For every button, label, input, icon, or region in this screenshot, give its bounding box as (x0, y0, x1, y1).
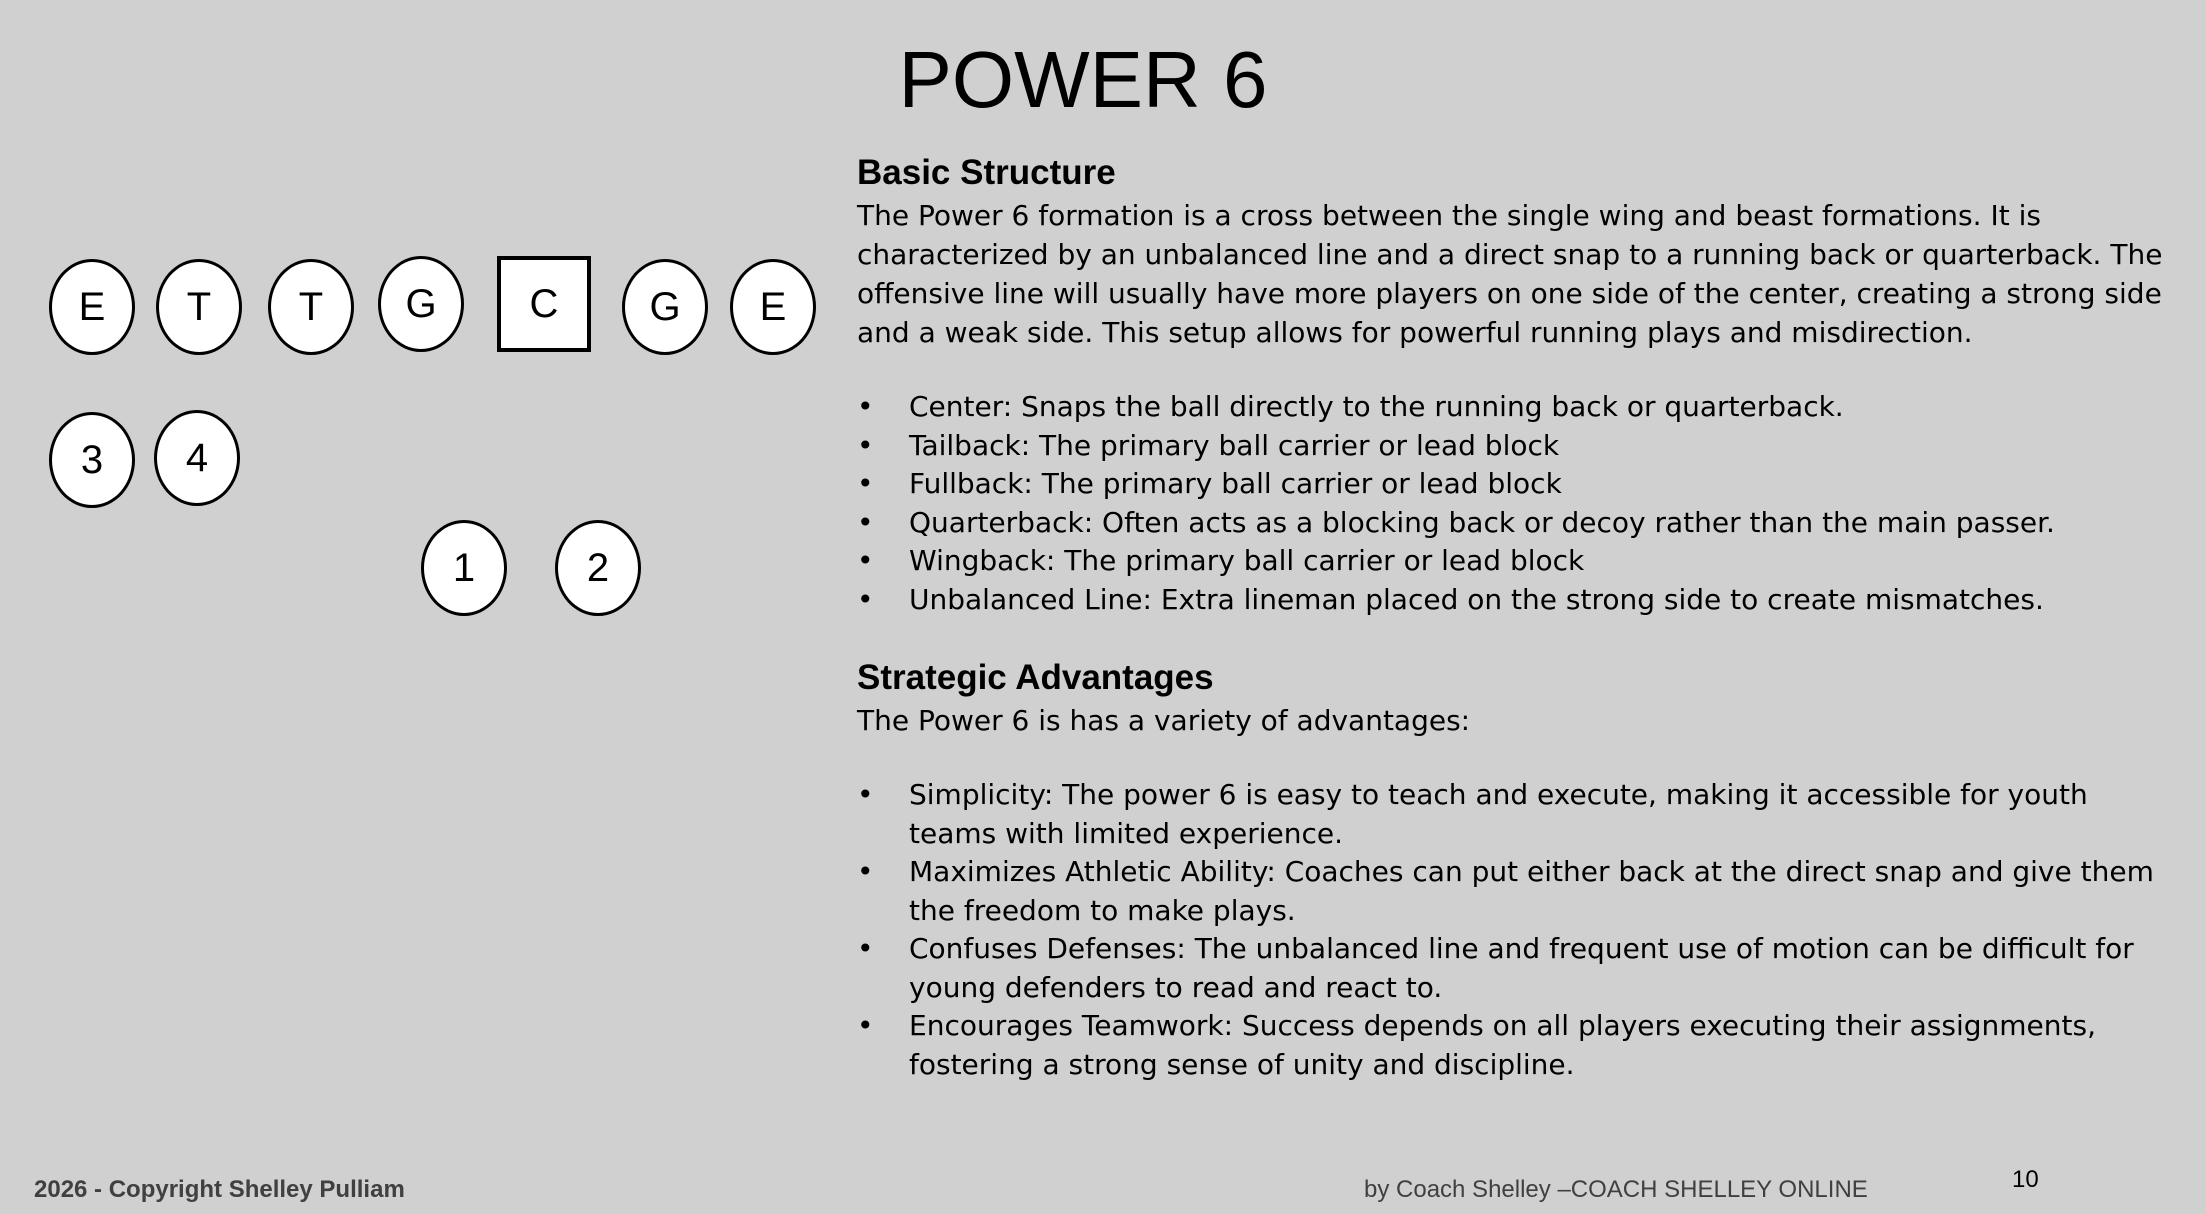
bullet-glyph: • (857, 778, 874, 811)
bullet-glyph: • (857, 932, 874, 965)
basic-structure-heading: Basic Structure (857, 153, 1116, 192)
player-back-4: 4 (154, 410, 240, 506)
strategic-advantages-paragraph: The Power 6 is has a variety of advantages: (857, 704, 1471, 737)
advantages-list (857, 776, 2177, 1084)
basic-structure-paragraph: The Power 6 formation is a cross between the single wing and beast formations. It is characterized by an unbalanced line and a direct snap to a running back or quarterback. The offensive line will usually have more players on one side of the center, creating a strong side and a weak side. This setup allows for powerful running plays and misdirection. (857, 199, 2163, 349)
bullet-glyph: • (857, 1009, 874, 1042)
player-left-tackle-2: T (268, 259, 354, 355)
player-back-3: 3 (49, 412, 135, 508)
bullet-glyph: • (857, 855, 874, 888)
list-item: • Fullback: The primary ball carrier or lead block (857, 465, 2177, 504)
text-content (857, 150, 2177, 1084)
bullet-glyph: • (857, 505, 874, 539)
list-item: • Unbalanced Line: Extra lineman placed on the strong side to create mismatches. (857, 581, 2177, 620)
player-center: C (497, 256, 591, 352)
bullet-glyph: • (857, 390, 874, 423)
strategic-advantages-heading: Strategic Advantages (857, 658, 1214, 697)
credit-footer: by Coach Shelley –COACH SHELLEY ONLINE (1364, 1176, 1868, 1203)
slide-title: POWER 6 (898, 35, 1268, 124)
list-item: • Maximizes Athletic Ability: Coaches can put either back at the direct snap and give them the freedom to make plays. (857, 855, 2154, 927)
list-item: • Confuses Defenses: The unbalanced line and frequent use of motion can be difficult for young defenders to read and react to. (857, 932, 2134, 1004)
player-left-guard: G (378, 256, 464, 352)
list-item: • Tailback: The primary ball carrier or lead block (857, 427, 2177, 466)
list-item: • Center: Snaps the ball directly to the running back or quarterback. (857, 388, 2177, 427)
list-item: • Wingback: The primary ball carrier or lead block (857, 542, 2177, 581)
copyright-footer: 2026 - Copyright Shelley Pulliam (34, 1176, 405, 1203)
bullet-glyph: • (857, 582, 874, 616)
position-list (857, 388, 2177, 619)
player-left-end: E (49, 259, 135, 355)
player-right-guard: G (622, 259, 708, 355)
bullet-glyph: • (857, 467, 874, 500)
player-back-1: 1 (421, 520, 507, 616)
player-right-end: E (730, 259, 816, 355)
page-number: 10 (2012, 1166, 2039, 1193)
list-item: • Quarterback: Often acts as a blocking back or decoy rather than the main passer. (857, 504, 2177, 543)
list-item: • Simplicity: The power 6 is easy to teach and execute, making it accessible for youth teams with limited experience. (857, 778, 2088, 850)
list-item: • Encourages Teamwork: Success depends on all players executing their assignments, fostering a strong sense of unity and discipline. (857, 1009, 2096, 1081)
player-back-2: 2 (555, 520, 641, 616)
bullet-glyph: • (857, 544, 874, 577)
bullet-glyph: • (857, 428, 874, 462)
player-left-tackle: T (156, 259, 242, 355)
